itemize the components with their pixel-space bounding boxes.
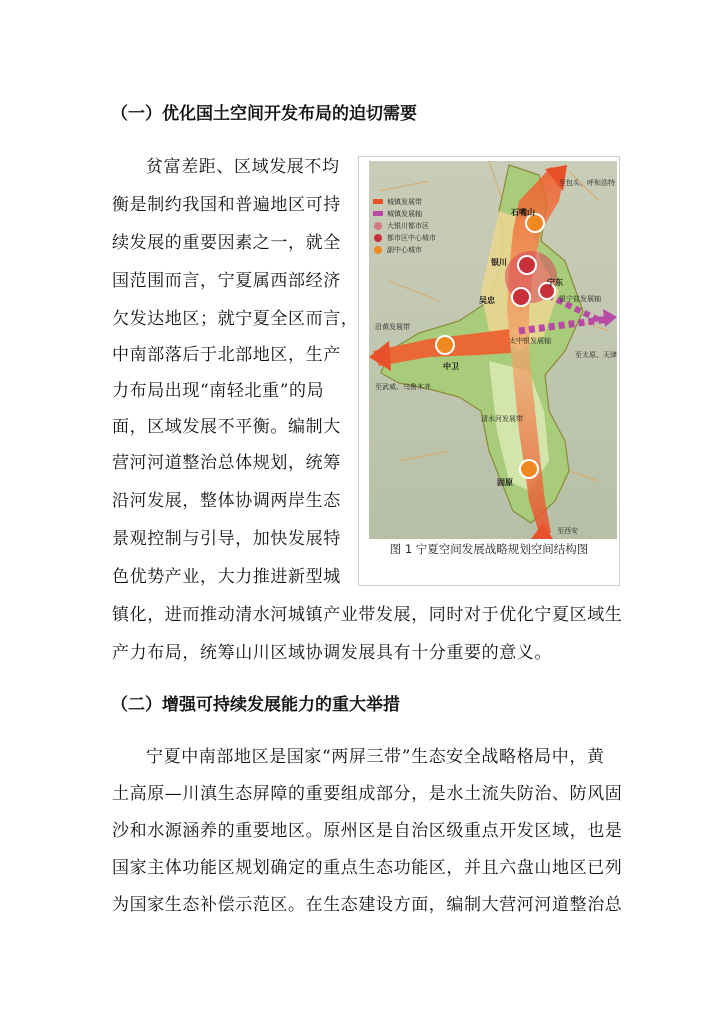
paragraph-line: 欠发达地区；就宁夏全区而言， xyxy=(112,309,359,329)
figure-box xyxy=(358,156,620,586)
map-label: 太中银发展轴 xyxy=(509,337,551,345)
paragraph-line: 力布局出现“南轻北重”的局 xyxy=(112,381,325,401)
legend-metro-swatch xyxy=(374,222,382,230)
paragraph-line: 国范围而言，宁夏属西部经济 xyxy=(112,271,341,291)
map-label: 宁东 xyxy=(547,278,563,287)
map-label: 中卫 xyxy=(443,362,459,371)
paragraph-line: 沿河发展，整体协调两岸生态 xyxy=(112,491,341,511)
paragraph-line: 国家主体功能区规划确定的重点生态功能区，并且六盘山地区已列 xyxy=(112,858,623,878)
paragraph-line: 景观控制与引导，加快发展特 xyxy=(112,529,341,549)
map-label: 固原 xyxy=(497,478,513,487)
legend-axis-swatch xyxy=(373,211,383,216)
paragraph-line: 衡是制约我国和普遍地区可持 xyxy=(112,195,341,215)
city-yinchuan xyxy=(518,256,536,274)
figure-caption: 图 1 宁夏空间发展战略规划空间结构图 xyxy=(389,542,589,556)
map-label: 银宁盐发展轴 xyxy=(559,295,601,303)
section-heading-1: （一）优化国土空间开发布局的迫切需要 xyxy=(111,104,417,124)
city-zhongwei xyxy=(436,336,454,354)
legend-label: 都市区中心城市 xyxy=(387,234,436,242)
legend-label: 城镇发展带 xyxy=(387,198,422,206)
legend-sub-swatch xyxy=(374,246,382,254)
paragraph-line: 产力布局，统筹山川区域协调发展具有十分重要的意义。 xyxy=(112,643,552,663)
paragraph-line: 贫富差距、区域发展不均 xyxy=(146,157,340,177)
city-guyuan xyxy=(520,460,538,478)
map-label: 至西安 xyxy=(557,527,578,535)
paragraph-line: 面，区域发展不平衡。编制大 xyxy=(112,417,341,437)
map-label: 清水河发展带 xyxy=(481,415,523,423)
paragraph-line: 色优势产业，大力推进新型城 xyxy=(112,567,341,587)
paragraph-line: 沙和水源涵养的重要地区。原州区是自治区级重点开发区域，也是 xyxy=(112,821,623,841)
paragraph-line: 营河河道整治总体规划，统筹 xyxy=(112,453,341,473)
map-label: 沿黄发展带 xyxy=(375,323,410,331)
map-label: 至武威、乌鲁木齐 xyxy=(375,383,431,391)
map-label: 至包头、呼和浩特 xyxy=(559,179,615,187)
paragraph-line: 镇化，进而推动清水河城镇产业带发展，同时对于优化宁夏区域生 xyxy=(112,605,623,625)
map-label: 银川 xyxy=(491,258,507,267)
map-label: 石嘴山 xyxy=(511,208,535,217)
spatial-structure-map xyxy=(369,161,617,539)
section-heading-2: （二）增强可持续发展能力的重大举措 xyxy=(111,695,400,715)
legend-label: 副中心城市 xyxy=(387,246,422,254)
paragraph-line: 为国家生态补偿示范区。在生态建设方面，编制大营河河道整治总 xyxy=(112,895,623,915)
legend-center-swatch xyxy=(374,234,382,242)
paragraph-line: 中南部落后于北部地区，生产 xyxy=(112,345,341,365)
legend-label: 大银川都市区 xyxy=(387,222,429,230)
map-label: 至太原、天津 xyxy=(575,351,617,359)
legend-label: 城镇发展轴 xyxy=(387,210,422,218)
paragraph-line: 土高原—川滇生态屏障的重要组成部分，是水土流失防治、防风固 xyxy=(112,784,623,804)
paragraph-line: 续发展的重要因素之一，就全 xyxy=(112,233,341,253)
city-wuzhong xyxy=(512,288,530,306)
map-label: 吴忠 xyxy=(479,296,495,305)
paragraph-line: 宁夏中南部地区是国家“两屏三带”生态安全战略格局中，黄 xyxy=(146,747,605,767)
legend-belt-swatch xyxy=(373,199,383,204)
